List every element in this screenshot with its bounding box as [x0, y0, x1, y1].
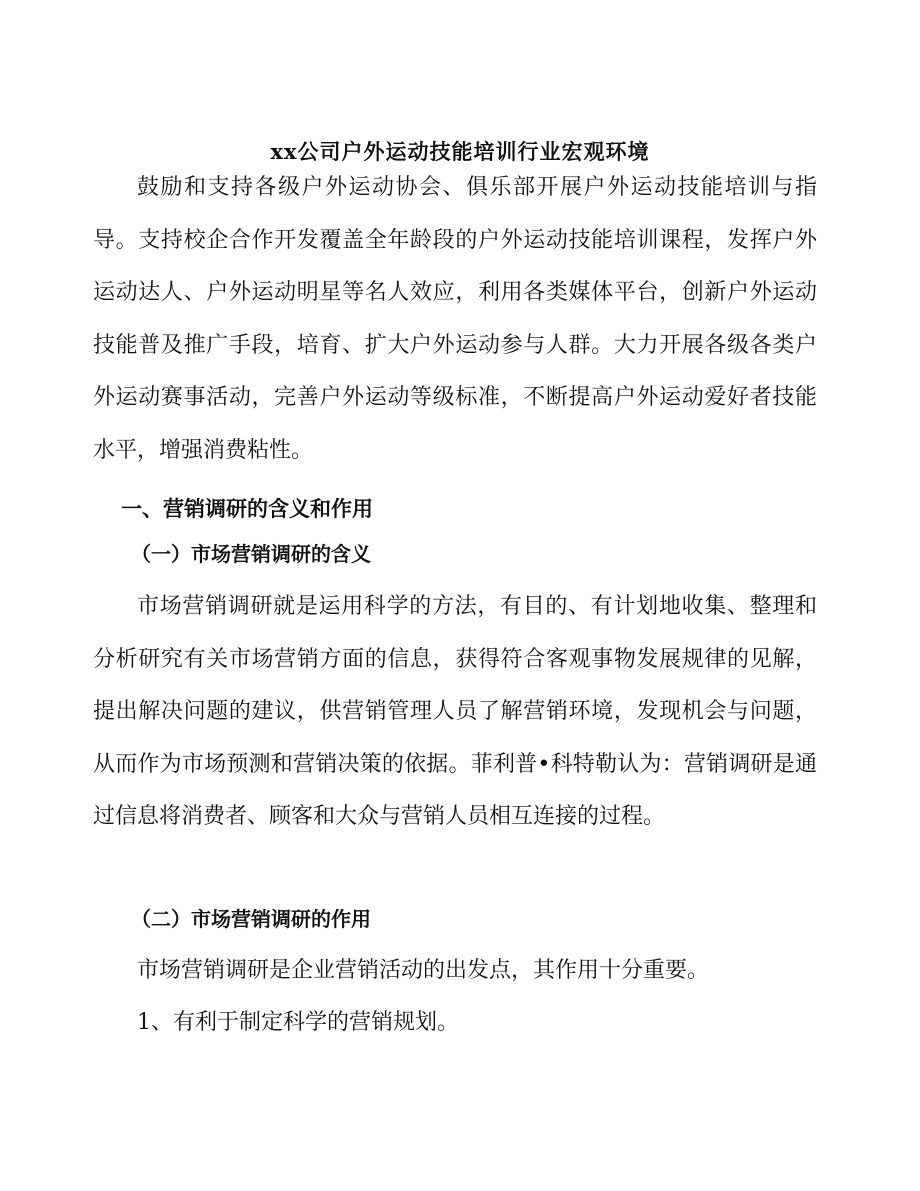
document-title: xx公司户外运动技能培训行业宏观环境	[270, 139, 650, 165]
subsection-heading-2: （二）市场营销调研的作用	[131, 907, 371, 931]
list-item-1: 1、有利于制定科学的营销规划。	[137, 1010, 459, 1035]
subsection-2-paragraph: 市场营销调研是企业营销活动的出发点，其作用十分重要。	[137, 958, 710, 983]
subsection-heading-1: （一）市场营销调研的含义	[131, 542, 371, 566]
intro-paragraph: 鼓励和支持各级户外运动协会、俱乐部开展户外运动技能培训与指导。支持校企合作开发覆盖全年龄段的户外运动技能培训课程，发挥户外运动达人、户外运动明星等名人效应，利用各类媒体平台，创新户外运动技能普及推广手段，培育、扩大户外运动参与人群。大力开展各级各类户外运动赛事活动，完善户外运动等级标准，不断提高户外运动爱好者技能水平，增强消费粘性。	[93, 175, 817, 463]
section-heading-1: 一、营销调研的含义和作用	[121, 496, 373, 521]
subsection-1-paragraph: 市场营销调研就是运用科学的方法，有目的、有计划地收集、整理和分析研究有关市场营销方面的信息，获得符合客观事物发展规律的见解，提出解决问题的建议，供营销管理人员了解营销环境，发现机会与问题，从而作为市场预测和营销决策的依据。菲利普•科特勒认为：营销调研是通过信息将消费者、顾客和大众与营销人员相互连接的过程。	[93, 594, 817, 829]
